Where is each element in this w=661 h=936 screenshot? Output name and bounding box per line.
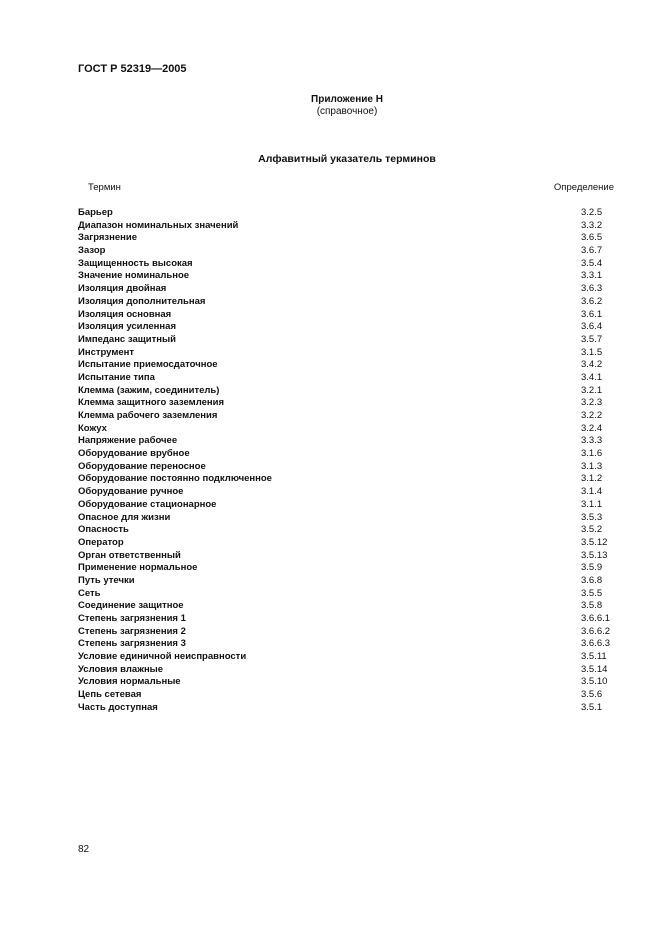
list-item — [78, 575, 615, 588]
definition-ref: 3.6.5 — [581, 232, 603, 244]
definition-ref: 3.2.3 — [581, 397, 603, 409]
list-item — [78, 626, 615, 639]
definition-ref: 3.6.2 — [581, 295, 603, 307]
list-item — [78, 486, 615, 499]
annex-subtitle: (справочное) — [316, 106, 378, 117]
definition-ref: 3.2.1 — [581, 384, 603, 396]
list-item — [78, 372, 615, 385]
term-label: Применение нормальное — [78, 562, 198, 574]
list-item — [78, 296, 615, 309]
list-item — [78, 512, 615, 525]
list-item — [78, 550, 615, 563]
term-label: Часть доступная — [78, 701, 158, 713]
definition-ref: 3.2.5 — [581, 207, 603, 218]
term-label: Изоляция двойная — [78, 283, 167, 295]
list-item — [78, 689, 615, 702]
definition-ref: 3.5.10 — [581, 676, 608, 688]
definition-ref: 3.5.4 — [581, 257, 603, 269]
list-item — [78, 613, 615, 626]
term-label: Импеданс защитный — [78, 333, 176, 345]
term-label: Напряжение рабочее — [78, 435, 178, 447]
term-label: Загрязнение — [78, 232, 138, 244]
term-label: Условие единичной неисправности — [78, 651, 247, 663]
term-label: Клемма (зажим, соединитель) — [78, 384, 220, 396]
definition-ref: 3.5.9 — [581, 562, 603, 574]
definition-ref: 3.5.1 — [581, 701, 603, 713]
page-number: 82 — [78, 844, 90, 855]
definition-ref: 3.6.6.1 — [581, 613, 611, 624]
column-header-term: Термин — [88, 182, 121, 193]
term-label: Защищенность высокая — [78, 257, 193, 269]
term-label: Степень загрязнения 3 — [78, 638, 186, 650]
term-label: Изоляция усиленная — [78, 321, 176, 333]
list-item — [78, 651, 615, 664]
term-label: Оборудование ручное — [78, 486, 184, 498]
term-label: Оборудование врубное — [78, 448, 190, 460]
term-label: Соединение защитное — [78, 600, 184, 612]
term-label: Значение номинальное — [78, 270, 190, 282]
term-label: Изоляция дополнительная — [78, 295, 206, 307]
definition-ref: 3.5.13 — [581, 549, 608, 561]
term-label: Орган ответственный — [78, 549, 181, 561]
definition-ref: 3.5.2 — [581, 524, 603, 536]
definition-ref: 3.5.12 — [581, 536, 608, 548]
list-item — [78, 232, 615, 245]
term-index-list — [78, 207, 615, 715]
index-title: Алфавитный указатель терминов — [258, 153, 436, 165]
definition-ref: 3.1.3 — [581, 460, 603, 472]
definition-ref: 3.5.14 — [581, 663, 608, 675]
list-item — [78, 334, 615, 347]
definition-ref: 3.1.4 — [581, 486, 603, 498]
list-item — [78, 702, 615, 715]
term-label: Путь утечки — [78, 574, 135, 586]
definition-ref: 3.4.1 — [581, 371, 603, 383]
list-item — [78, 448, 615, 461]
term-label: Сеть — [78, 587, 101, 599]
list-item — [78, 499, 615, 512]
list-item — [78, 435, 615, 448]
definition-ref: 3.5.6 — [581, 689, 603, 701]
term-label: Изоляция основная — [78, 308, 172, 320]
definition-ref: 3.6.4 — [581, 321, 603, 333]
term-label: Опасность — [78, 524, 129, 536]
definition-ref: 3.6.3 — [581, 283, 603, 295]
term-label: Оборудование стационарное — [78, 498, 217, 510]
term-label: Условия нормальные — [78, 676, 181, 688]
column-header-definition: Определение — [553, 182, 614, 193]
definition-ref: 3.3.3 — [581, 435, 603, 447]
list-item — [78, 258, 615, 271]
definition-ref: 3.5.11 — [581, 651, 607, 663]
term-label: Степень загрязнения 1 — [78, 613, 186, 624]
definition-ref: 3.6.6.3 — [581, 638, 611, 650]
term-label: Клемма защитного заземления — [78, 397, 225, 409]
definition-ref: 3.5.8 — [581, 600, 603, 612]
list-item — [78, 270, 615, 283]
definition-ref: 3.4.2 — [581, 359, 603, 371]
document-header: ГОСТ Р 52319—2005 — [78, 63, 187, 75]
list-item — [78, 423, 615, 436]
term-label: Оборудование переносное — [78, 460, 206, 472]
term-label: Диапазон номинальных значений — [78, 219, 239, 231]
list-item — [78, 588, 615, 601]
term-label: Цепь сетевая — [78, 689, 142, 701]
list-item — [78, 638, 615, 651]
list-item — [78, 385, 615, 398]
term-label: Степень загрязнения 2 — [78, 625, 186, 637]
list-item — [78, 676, 615, 689]
definition-ref: 3.1.5 — [581, 346, 603, 358]
list-item — [78, 537, 615, 550]
list-item — [78, 359, 615, 372]
list-item — [78, 600, 615, 613]
definition-ref: 3.5.5 — [581, 587, 603, 599]
definition-ref: 3.6.8 — [581, 574, 603, 586]
list-item — [78, 473, 615, 486]
term-label: Оборудование постоянно подключенное — [78, 473, 272, 485]
term-label: Барьер — [78, 207, 113, 218]
term-label: Оператор — [78, 536, 124, 548]
term-label: Зазор — [78, 245, 106, 257]
definition-ref: 3.1.2 — [581, 473, 603, 485]
list-item — [78, 309, 615, 322]
definition-ref: 3.2.4 — [581, 422, 603, 434]
list-item — [78, 562, 615, 575]
list-item — [78, 664, 615, 677]
list-item — [78, 220, 615, 233]
term-label: Клемма рабочего заземления — [78, 410, 218, 421]
definition-ref: 3.3.2 — [581, 219, 603, 231]
term-label: Кожух — [78, 422, 107, 434]
definition-ref: 3.5.3 — [581, 511, 603, 523]
list-item — [78, 207, 615, 220]
term-label: Опасное для жизни — [78, 511, 171, 523]
definition-ref: 3.2.2 — [581, 410, 603, 421]
list-item — [78, 347, 615, 360]
list-item — [78, 397, 615, 410]
definition-ref: 3.1.6 — [581, 448, 603, 460]
definition-ref: 3.1.1 — [581, 498, 603, 510]
list-item — [78, 410, 615, 423]
term-label: Условия влажные — [78, 663, 164, 675]
list-item — [78, 245, 615, 258]
term-label: Испытание типа — [78, 371, 155, 383]
definition-ref: 3.6.7 — [581, 245, 603, 257]
list-item — [78, 283, 615, 296]
term-label: Испытание приемосдаточное — [78, 359, 218, 371]
list-item — [78, 524, 615, 537]
annex-title: Приложение Н — [311, 94, 383, 105]
definition-ref: 3.5.7 — [581, 333, 603, 345]
list-item — [78, 461, 615, 474]
definition-ref: 3.6.1 — [581, 308, 603, 320]
annex-heading — [0, 94, 661, 118]
definition-ref: 3.3.1 — [581, 270, 603, 282]
term-label: Инструмент — [78, 346, 135, 358]
definition-ref: 3.6.6.2 — [581, 625, 611, 637]
list-item — [78, 321, 615, 334]
